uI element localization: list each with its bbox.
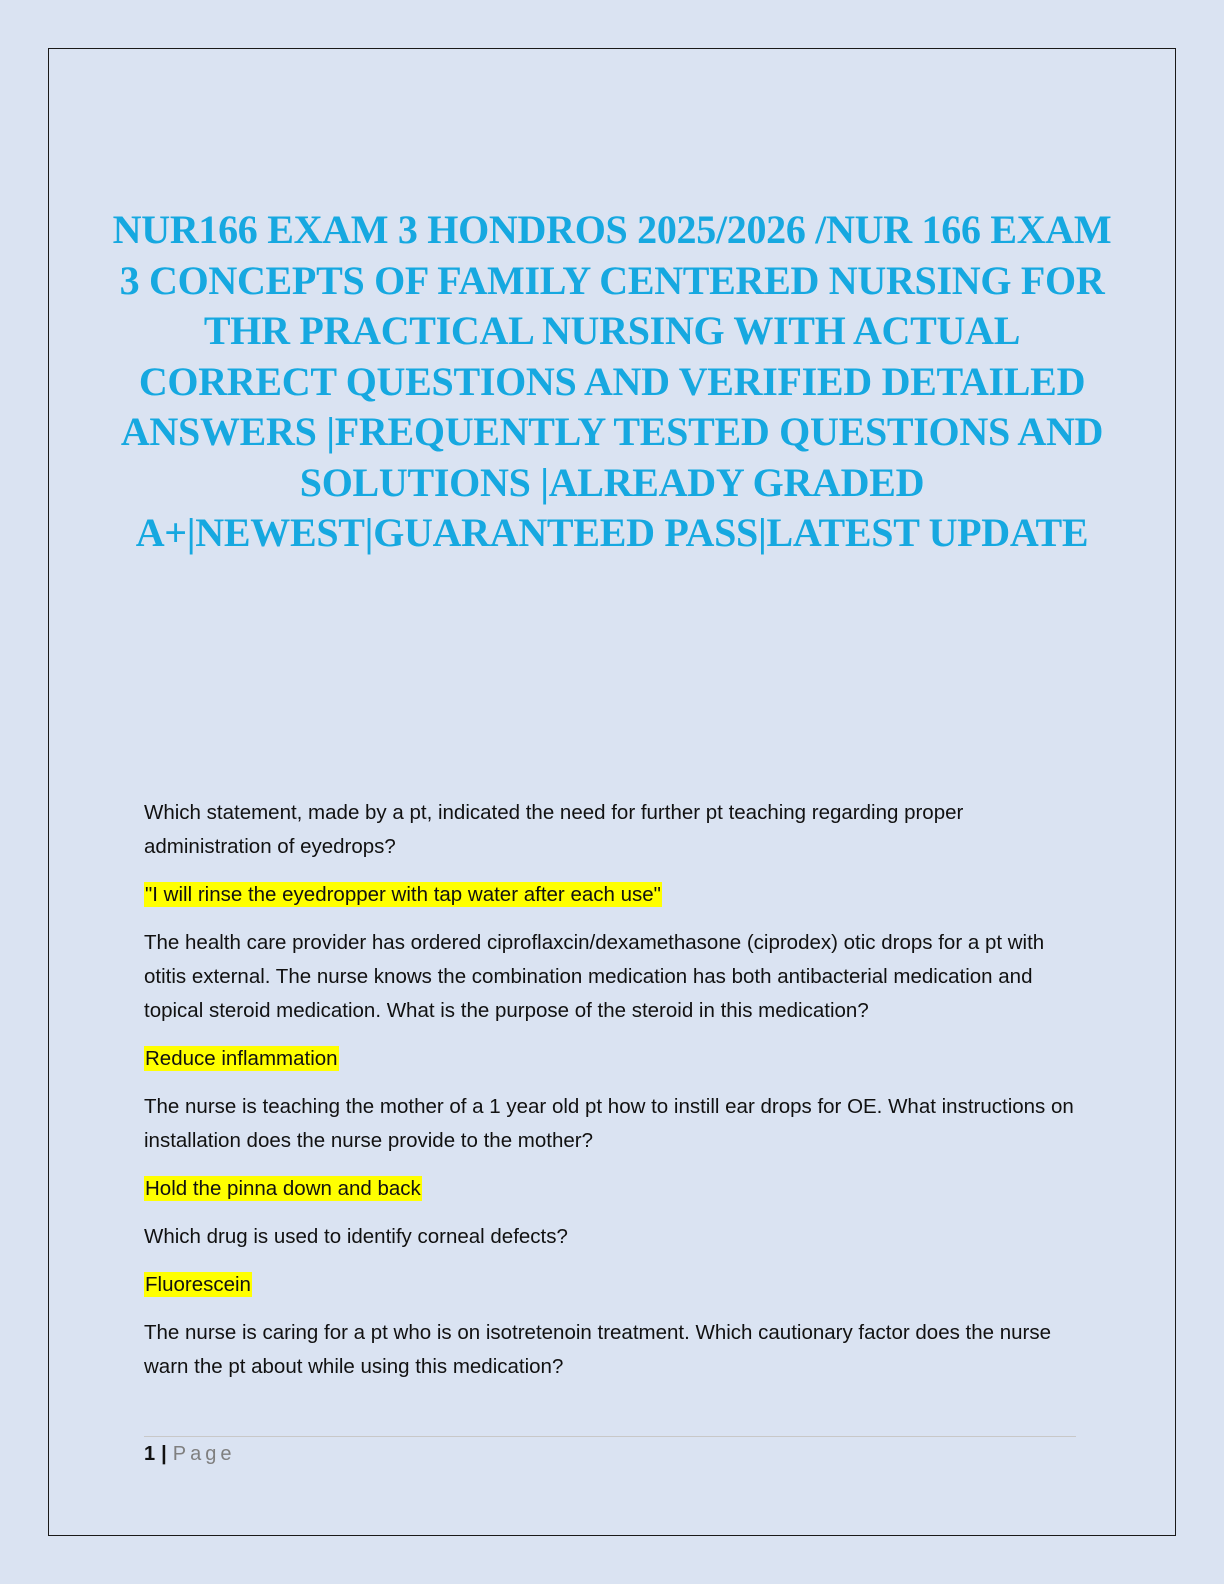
answer-highlight: Fluorescein (145, 1273, 251, 1296)
answer-highlight: Hold the pinna down and back (145, 1177, 421, 1200)
question-2: The health care provider has ordered ciproflaxcin/dexamethasone (ciprodex) otic drops for a pt with otitis external. The nurse knows the combination medication has both antibacterial medication and topical steroid medication. What is the purpose of the steroid in this medication? (144, 931, 1045, 1022)
answer-highlight: "I will rinse the eyedropper with tap water after each use" (145, 883, 661, 906)
answer-1 (144, 878, 1084, 912)
question-4: Which drug is used to identify corneal defects? (144, 1225, 568, 1248)
page-label: Page (172, 1443, 236, 1465)
question-5: The nurse is caring for a pt who is on isotretenoin treatment. Which cautionary factor does the nurse warn the pt about while using this medication? (144, 1321, 1052, 1378)
question-1: Which statement, made by a pt, indicated the need for further pt teaching regarding proper administration of eyedrops? (144, 801, 964, 858)
page-footer (144, 1440, 235, 1468)
qa-content (144, 796, 1084, 1398)
footer-separator: | (161, 1443, 167, 1465)
answer-highlight: Reduce inflammation (145, 1047, 338, 1070)
answer-3 (144, 1172, 1084, 1206)
page-number: 1 (144, 1443, 156, 1465)
answer-2 (144, 1042, 1084, 1076)
footer-divider (144, 1436, 1076, 1437)
question-3: The nurse is teaching the mother of a 1 year old pt how to instill ear drops for OE. What instructions on installation does the nurse provide to the mother? (144, 1095, 1074, 1152)
document-title: NUR166 EXAM 3 HONDROS 2025/2026 /NUR 166 EXAM 3 CONCEPTS OF FAMILY CENTERED NURSING FOR THR PRACTICAL NURSING WITH ACTUAL CORRECT QUESTIONS AND VERIFIED DETAILED ANSWERS |FREQUENTLY TESTED QUESTIONS AND SOLUTIONS |ALREADY GRADED A+|NEWEST|GUARANTEED PASS|LATEST UPDATE (112, 207, 1112, 555)
answer-4 (144, 1268, 1084, 1302)
